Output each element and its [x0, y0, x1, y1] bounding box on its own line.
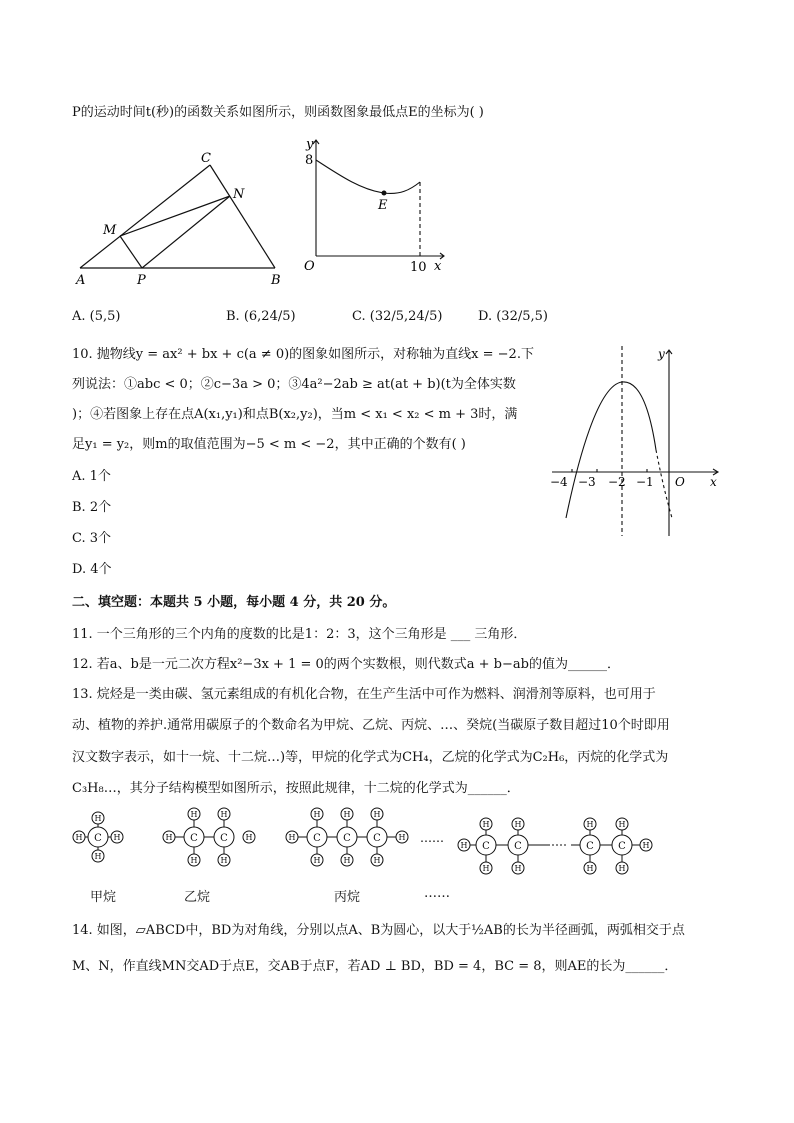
- atom-h: H: [113, 833, 121, 842]
- atom-c: C: [220, 833, 228, 844]
- atom-c: C: [482, 841, 490, 852]
- segment-mp: [120, 236, 142, 268]
- atom-c: C: [313, 833, 321, 844]
- molecule-models: [66, 800, 666, 880]
- tick-label-m3: −3: [578, 475, 596, 489]
- q13-line-2: 动、植物的养护.通常用碳原子的个数命名为甲烷、乙烷、丙烷、…、癸烷(当碳原子数目超过10个时即用: [72, 718, 670, 733]
- atom-c: C: [94, 833, 102, 844]
- atom-h: H: [482, 864, 490, 873]
- atom-h: H: [373, 856, 381, 865]
- q10-option-c[interactable]: C. 3个: [72, 531, 112, 546]
- q10-option-d[interactable]: D. 4个: [72, 562, 112, 577]
- atom-c: C: [343, 833, 351, 844]
- q9-option-b[interactable]: B. (6,24/5): [226, 309, 296, 324]
- q9-function-graph: [292, 132, 452, 282]
- atom-h: H: [313, 810, 321, 819]
- q13-line-3: 汉文数字表示，如十一烷、十二烷…)等，甲烷的化学式为CH₄，乙烷的化学式为C₂H₆，丙烷的化学式为: [72, 750, 669, 765]
- atom-h: H: [190, 810, 198, 819]
- segment-pn: [142, 196, 230, 268]
- q10-option-a[interactable]: A. 1个: [72, 469, 111, 484]
- atom-h: H: [94, 814, 102, 823]
- atom-h: H: [313, 856, 321, 865]
- q9-intro: P的运动时间t(秒)的函数关系如图所示，则函数图象最低点E的坐标为( ): [72, 105, 484, 120]
- tick-label-m1: −1: [636, 475, 654, 489]
- caption-propane: 丙烷: [334, 890, 361, 905]
- atom-h: H: [586, 864, 594, 873]
- label-p: P: [137, 273, 146, 288]
- q13-line-4: C₃H₈…，其分子结构模型如图所示，按照此规律，十二烷的化学式为______．: [72, 781, 520, 796]
- q10-line-2: 列说法：①abc < 0；②c−3a > 0；③4a²−2ab ≥ at(at + b)(t为全体实数: [72, 377, 516, 392]
- atom-c: C: [514, 841, 522, 852]
- q9-triangle-figure: [70, 148, 290, 290]
- atom-h: H: [343, 856, 351, 865]
- atom-c: C: [618, 841, 626, 852]
- section-2-heading: 二、填空题：本题共 5 小题，每小题 4 分，共 20 分。: [72, 595, 396, 610]
- atom-h: H: [514, 820, 522, 829]
- parabola-dashed: [656, 450, 672, 518]
- atom-h: H: [75, 833, 83, 842]
- axis-label-y: y: [306, 137, 314, 152]
- axis-label-x: x: [710, 475, 717, 489]
- atom-c: C: [373, 833, 381, 844]
- atom-h: H: [165, 833, 173, 842]
- tick-10: 10: [410, 260, 427, 275]
- atom-h: H: [618, 820, 626, 829]
- atom-h: H: [190, 856, 198, 865]
- atom-h: H: [618, 864, 626, 873]
- point-e: [382, 191, 387, 196]
- atom-h: H: [514, 864, 522, 873]
- atom-h: H: [343, 810, 351, 819]
- segment-mn: [120, 196, 230, 236]
- tick-label-m4: −4: [550, 475, 568, 489]
- segment-ac: [80, 165, 210, 268]
- q10-line-4: 足y₁ = y₂，则m的取值范围为−5 < m < −2，其中正确的个数有( ): [72, 437, 466, 452]
- q9-option-a[interactable]: A. (5,5): [72, 309, 121, 324]
- atom-c: C: [190, 833, 198, 844]
- q9-option-d[interactable]: D. (32/5,5): [478, 309, 548, 324]
- q10-parabola-graph: [548, 340, 728, 540]
- q10-option-b[interactable]: B. 2个: [72, 500, 112, 515]
- q10-line-3: )；④若图象上存在点A(x₁,y₁)和点B(x₂,y₂)，当m < x₁ < x₂ < m + 3时，满: [72, 407, 518, 422]
- atom-c: C: [586, 841, 594, 852]
- atom-h: H: [94, 852, 102, 861]
- tick-8: 8: [305, 153, 314, 168]
- atom-h: H: [642, 841, 650, 850]
- caption-ethane: 乙烷: [184, 890, 211, 905]
- atom-h: H: [398, 833, 406, 842]
- q9-option-c[interactable]: C. (32/5,24/5): [352, 309, 443, 324]
- axis-label-y: y: [658, 347, 665, 361]
- label-m: M: [103, 223, 117, 238]
- parabola-solid: [566, 382, 656, 518]
- origin-label: O: [675, 475, 685, 489]
- atom-h: H: [245, 833, 253, 842]
- label-e: E: [378, 198, 388, 213]
- q10-line-1: 10. 抛物线y = ax² + bx + c(a ≠ 0)的图象如图所示，对称轴为直线x = −2.下: [72, 347, 534, 362]
- label-b: B: [271, 273, 281, 288]
- segment-cb: [210, 165, 275, 268]
- atom-h: H: [220, 810, 228, 819]
- atom-h: H: [460, 841, 468, 850]
- atom-h: H: [220, 856, 228, 865]
- atom-h: H: [482, 820, 490, 829]
- atom-h: H: [586, 820, 594, 829]
- ellipsis: ……: [420, 831, 444, 845]
- label-n: N: [233, 187, 245, 202]
- q12: 12. 若a、b是一元二次方程x²−3x + 1 = 0的两个实数根，则代数式a + b−ab的值为______．: [72, 657, 620, 672]
- origin-label: O: [304, 259, 315, 274]
- atom-h: H: [373, 810, 381, 819]
- caption-methane: 甲烷: [90, 890, 117, 905]
- function-curve: [316, 160, 420, 193]
- q13-line-1: 13. 烷烃是一类由碳、氢元素组成的有机化合物，在生产生活中可作为燃料、润滑剂等原料，也可用于: [72, 687, 656, 702]
- label-c: C: [201, 151, 211, 166]
- caption-ellipsis: ……: [424, 886, 450, 901]
- atom-h: H: [288, 833, 296, 842]
- ethane-model: [163, 808, 255, 866]
- q14-line-1: 14. 如图，▱ABCD中，BD为对角线，分别以点A、B为圆心，以大于½AB的长为半径画弧，两弧相交于点: [72, 923, 685, 938]
- label-a: A: [76, 273, 86, 288]
- q11: 11. 一个三角形的三个内角的度数的比是1：2：3，这个三角形是 ___ 三角形．: [72, 627, 527, 642]
- q14-line-2: M、N，作直线MN交AD于点E，交AB于点F，若AD ⊥ BD，BD = 4，BC = 8，则AE的长为______．: [72, 959, 678, 974]
- tick-label-m2: −2: [608, 475, 626, 489]
- axis-label-x: x: [434, 259, 442, 274]
